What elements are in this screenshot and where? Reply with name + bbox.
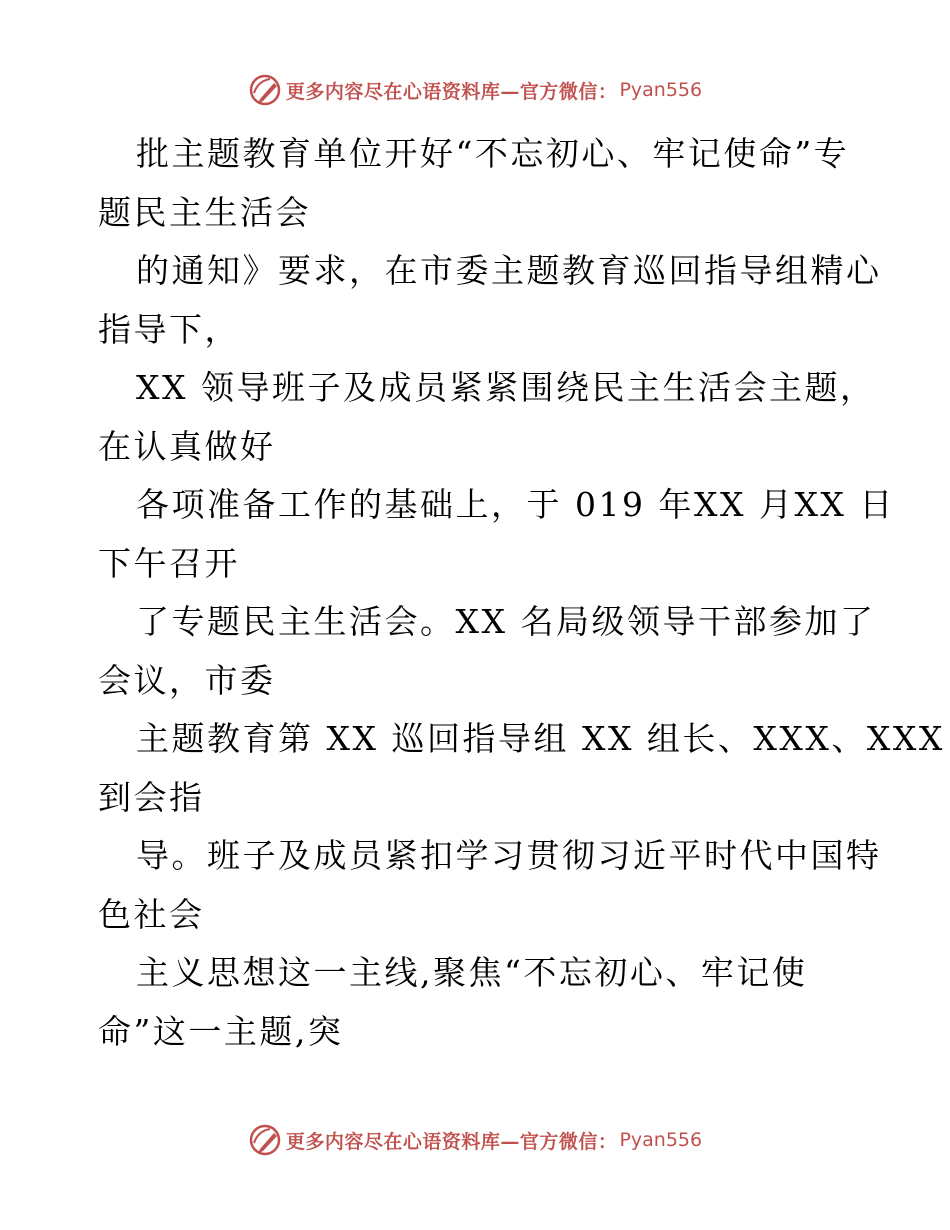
text-line: 下午召开 <box>98 543 240 583</box>
text-line: 在认真做好 <box>98 426 276 466</box>
text-line: 会议，市委 <box>98 660 276 700</box>
footer-banner <box>0 1120 950 1160</box>
document-body <box>98 125 945 1061</box>
text-line: 命”这一主题,突 <box>98 1011 344 1051</box>
pen-logo-icon <box>248 73 282 107</box>
text-line: 色社会 <box>98 894 205 934</box>
pen-logo-icon <box>248 1123 282 1157</box>
text-line: 主义思想这一主线,聚焦“不忘初心、牢记使 <box>136 953 808 992</box>
text-line: XX 领导班子及成员紧紧围绕民主生活会主题， <box>136 368 876 407</box>
text-line: 题民主生活会 <box>98 192 311 232</box>
text-line: 各项准备工作的基础上，于 019 年XX 月XX 日 <box>136 485 895 524</box>
text-line: 的通知》要求，在市委主题教育巡回指导组精心 <box>136 251 882 290</box>
header-wechat-id: Pyan556 <box>619 79 703 101</box>
header-banner <box>0 70 950 110</box>
text-line: 了专题民主生活会。XX 名局级领导干部参加了 <box>136 602 876 641</box>
text-line: 导。班子及成员紧扣学习贯彻习近平时代中国特 <box>136 836 882 875</box>
text-line: 到会指 <box>98 777 205 817</box>
footer-wechat-label: 官方微信： <box>519 1130 618 1153</box>
text-line: 主题教育第 XX 巡回指导组 XX 组长、XXX、XXX <box>136 719 945 758</box>
footer-wechat-id: Pyan556 <box>619 1129 703 1151</box>
text-line: 指导下， <box>98 309 240 349</box>
header-wechat-label: 官方微信： <box>519 80 618 103</box>
header-banner-text: 更多内容尽在心语资料库— <box>285 80 520 103</box>
footer-banner-text: 更多内容尽在心语资料库— <box>285 1130 520 1153</box>
text-line: 批主题教育单位开好“不忘初心、牢记使命”专 <box>136 134 850 173</box>
